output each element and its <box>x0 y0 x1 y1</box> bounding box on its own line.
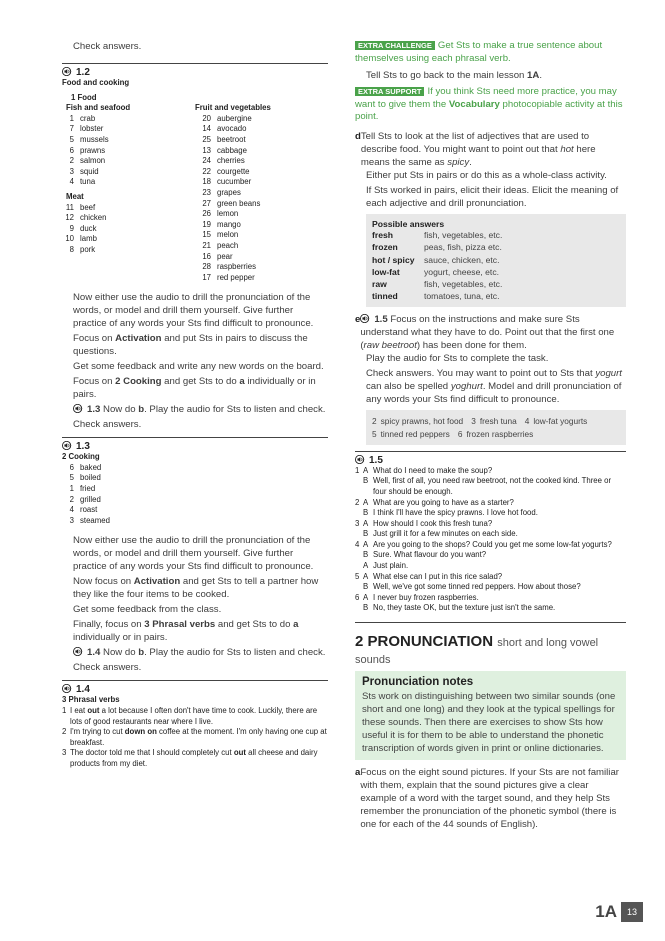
pronunciation-notes-box <box>355 671 626 760</box>
list-item: 28 raspberries <box>202 262 256 272</box>
audio-icon[interactable] <box>62 684 73 693</box>
drill-paragraph-2: Now either use the audio to drill the pronunciation of the words, or model and drill them yourself. Give further practice of any words your Sts find difficult to pronounce. <box>73 535 314 573</box>
exercise-d-step-3: If Sts worked in pairs, elicit their ideas. Elicit the meaning of each adjective and drill pronunciation. <box>366 184 619 209</box>
list-item: 2 salmon <box>69 156 106 166</box>
list-item: 15 melon <box>202 230 239 240</box>
answer-row: hot / spicy sauce, chicken, etc. <box>372 254 500 265</box>
activation-paragraph-1: Focus on Activation and put Sts in pairs to discuss the questions. <box>73 333 308 358</box>
dialogue-line: 1 A What do I need to make the soup? <box>355 465 493 475</box>
list-item: 16 pear <box>202 251 233 261</box>
unit-label: 1A <box>595 902 617 921</box>
list-item: 6 baked <box>69 462 102 472</box>
track-number: 1.5 <box>369 454 383 466</box>
fish-meat-column <box>62 103 195 283</box>
phrasal-sentence: 3 The doctor told me that I should completely cut out all cheese and dairy products from my diet. <box>62 748 318 768</box>
feedback-paragraph-1: Get some feedback and write any new words on the board. <box>73 361 324 373</box>
right-column <box>355 40 626 831</box>
dialogue-line: 2 A What are you going to have as a starter? <box>355 497 514 507</box>
exercise-d: d Tell Sts to look at the list of adjectives that are used to describe food. You might want to point out that hot here means the same as spicy. <box>355 130 596 168</box>
list-item: 6 prawns <box>69 145 106 155</box>
dialogue-line: B No, they taste OK, but the texture just isn't the same. <box>363 603 556 613</box>
extra-support-note: EXTRA SUPPORT If you think Sts need more practice, you may want to give them the Vocabulary photocopiable activity at this point. <box>355 86 623 122</box>
audioscript-1-2 <box>62 63 328 283</box>
script-subhead: 1 Food <box>71 92 97 102</box>
answer-key-item: 3 fresh tuna <box>471 416 517 427</box>
answer-row: low-fat yogurt, cheese, etc. <box>372 266 499 277</box>
audio-icon[interactable] <box>73 404 84 413</box>
answer-key-box <box>366 410 626 444</box>
script-section: Food and cooking <box>62 78 130 87</box>
list-item: 11 beef <box>65 202 96 212</box>
possible-answers-table <box>372 229 502 302</box>
list-item: 3 squid <box>69 166 99 176</box>
check-answers-1: Check answers. <box>73 41 142 52</box>
answer-row: fresh fish, vegetables, etc. <box>372 230 503 241</box>
fruit-list <box>195 114 328 284</box>
list-item: 5 boiled <box>69 473 101 483</box>
list-item: 4 tuna <box>69 177 96 187</box>
exercise-e-step-3: Check answers. You may want to point out to Sts that yogurt can also be spelled yoghurt. Model and drill pronunciation of any words your Sts find difficult to pronounce. <box>366 368 622 406</box>
audioscript-1-3 <box>62 437 328 526</box>
check-answers-2: Check answers. <box>73 419 142 431</box>
answer-key-item: 6 frozen raspberries <box>457 428 534 439</box>
dialogue-line: B Well, we've got some tinned red peppers. How about those? <box>363 582 581 592</box>
exercise-e: e 1.5 Focus on the instructions and make sure Sts understand what they have to do. Point out that the first one (raw beetroot) has been done for them. <box>355 314 615 352</box>
answer-key-item: 2 spicy prawns, hot food <box>372 416 464 427</box>
answer-row: tinned tomatoes, tuna, etc. <box>372 291 500 302</box>
dialogue-line: 6 A I never buy frozen raspberries. <box>355 592 479 602</box>
answer-key-item: 4 low-fat yogurts <box>524 416 588 427</box>
dialogue-line: 5 A What else can I put in this rice salad? <box>355 571 503 581</box>
answer-row: raw fish, vegetables, etc. <box>372 278 503 289</box>
extra-challenge-tag: EXTRA CHALLENGE <box>355 41 435 50</box>
audio-icon[interactable] <box>62 67 73 76</box>
track-number: 1.2 <box>76 67 90 78</box>
audioscript-1-5 <box>355 451 626 614</box>
audio-icon[interactable] <box>360 314 371 323</box>
extra-support-tag: EXTRA SUPPORT <box>355 87 424 96</box>
section-title: 2 PRONUNCIATION short and long vowel sounds <box>355 633 599 667</box>
audio-1-4-paragraph: 1.4 Now do b. Play the audio for Sts to listen and check. <box>62 646 328 659</box>
list-item: 21 peach <box>202 240 239 250</box>
list-item: 17 red pepper <box>202 272 255 282</box>
list-item: 18 cucumber <box>202 177 252 187</box>
list-item: 1 fried <box>69 484 96 494</box>
fruit-veg-column <box>195 103 328 283</box>
notes-heading: Pronunciation notes <box>362 676 474 689</box>
list-item: 12 chicken <box>65 213 107 223</box>
list-item: 3 steamed <box>69 515 110 525</box>
dialogue-line: B Well, first of all, you need raw beetroot, not the cooked kind. Three or four should be enough. <box>363 476 612 496</box>
dialogue-line: A Just plain. <box>363 561 409 571</box>
audio-1-3-paragraph: 1.3 Now do b. Play the audio for Sts to listen and check. <box>62 403 328 416</box>
audioscript-1-4 <box>62 680 328 769</box>
list-item: 5 mussels <box>69 134 109 144</box>
dialogue-line: B I think I'll have the spicy prawns. I love hot food. <box>363 508 538 518</box>
list-item: 10 lamb <box>65 234 97 244</box>
list-item: 23 grapes <box>202 187 241 197</box>
extra-challenge-note: EXTRA CHALLENGE Get Sts to make a true sentence about themselves using each phrasal verb. <box>355 40 603 64</box>
meat-list <box>62 203 195 256</box>
meat-heading: Meat <box>66 191 84 201</box>
phrasal-verbs-paragraph: Finally, focus on 3 Phrasal verbs and get Sts to do a individually or in pairs. <box>73 619 299 644</box>
list-item: 20 aubergine <box>202 113 252 123</box>
back-to-lesson: Tell Sts to go back to the main lesson 1A. <box>366 70 542 81</box>
possible-answers-heading: Possible answers <box>372 218 445 229</box>
page-number: 13 <box>621 902 643 922</box>
possible-answers-box <box>366 214 626 308</box>
phrasal-sentence: 2 I'm trying to cut down on coffee at the moment. I'm only having one cup at breakfast. <box>62 727 327 747</box>
list-item: 14 avocado <box>202 124 247 134</box>
audio-icon[interactable] <box>73 647 84 656</box>
list-item: 9 duck <box>69 223 97 233</box>
audio-icon[interactable] <box>62 441 73 450</box>
script-section: 2 Cooking <box>62 452 100 462</box>
dialogue-line: 3 A How should I cook this fresh tuna? <box>355 518 493 528</box>
list-item: 1 crab <box>69 113 96 123</box>
list-item: 27 green beans <box>202 198 261 208</box>
list-item: 2 grilled <box>69 494 101 504</box>
list-item: 8 pork <box>69 244 96 254</box>
notes-text: Sts work on distinguishing between two similar sounds (one short and one long) and they look at the typical spellings for these sounds. Then there are exercises to show Sts how useful it is for them to be able to understand the phonetic transcription of words given in print or online dictionaries. <box>362 691 616 755</box>
dialogue <box>355 466 626 614</box>
script-section: 3 Phrasal verbs <box>62 695 120 705</box>
fish-heading: Fish and seafood <box>66 103 131 113</box>
activation-paragraph-2: Now focus on Activation and get Sts to tell a partner how they like the four items to be cooked. <box>73 576 319 601</box>
feedback-paragraph-2: Get some feedback from the class. <box>73 604 222 616</box>
fruit-heading: Fruit and vegetables <box>195 103 271 113</box>
cooking-list <box>62 463 328 527</box>
dialogue-line: B Just grill it for a few minutes on each side. <box>363 529 518 539</box>
list-item: 25 beetroot <box>202 134 246 144</box>
exercise-e-step-2: Play the audio for Sts to complete the task. <box>366 353 549 365</box>
left-column <box>62 40 328 778</box>
list-item: 4 roast <box>69 505 98 515</box>
list-item: 26 lemon <box>202 209 239 219</box>
list-item: 7 lobster <box>69 124 104 134</box>
answer-key-item: 5 tinned red peppers <box>372 428 450 439</box>
list-item: 13 cabbage <box>202 145 247 155</box>
check-answers-3: Check answers. <box>73 662 142 674</box>
track-number: 1.3 <box>76 441 90 453</box>
audio-icon[interactable] <box>355 455 366 464</box>
cooking-paragraph: Focus on 2 Cooking and get Sts to do a individually or in pairs. <box>73 376 316 401</box>
exercise-a: a Focus on the eight sound pictures. If your Sts are not familiar with them, explain that the sound pictures give a clear example of a word with the target sound, and they help Sts remember the pronunciation of the phonetic symbol (there is one for each of the 44 sounds of English). <box>355 767 619 831</box>
dialogue-line: 4 A Are you going to the shops? Could you get me some low-fat yogurts? <box>355 539 612 549</box>
exercise-d-step-2: Either put Sts in pairs or do this as a whole-class activity. <box>366 169 607 181</box>
answer-row: frozen peas, fish, pizza etc. <box>372 242 502 253</box>
track-number: 1.4 <box>76 684 90 696</box>
list-item: 24 cherries <box>202 156 245 166</box>
list-item: 22 courgette <box>202 166 250 176</box>
drill-paragraph-1: Now either use the audio to drill the pronunciation of the words, or model and drill them yourself. Give further practice of any words your Sts find difficult to pronounce. <box>73 292 314 330</box>
phrasal-sentence: 1 I eat out a lot because I often don't have time to cook. Luckily, there are lots of good restaurants near where I live. <box>62 706 318 726</box>
fish-list <box>62 114 195 188</box>
dialogue-line: B Sure. What flavour do you want? <box>363 550 487 560</box>
list-item: 19 mango <box>202 219 241 229</box>
page-footer <box>595 902 643 922</box>
